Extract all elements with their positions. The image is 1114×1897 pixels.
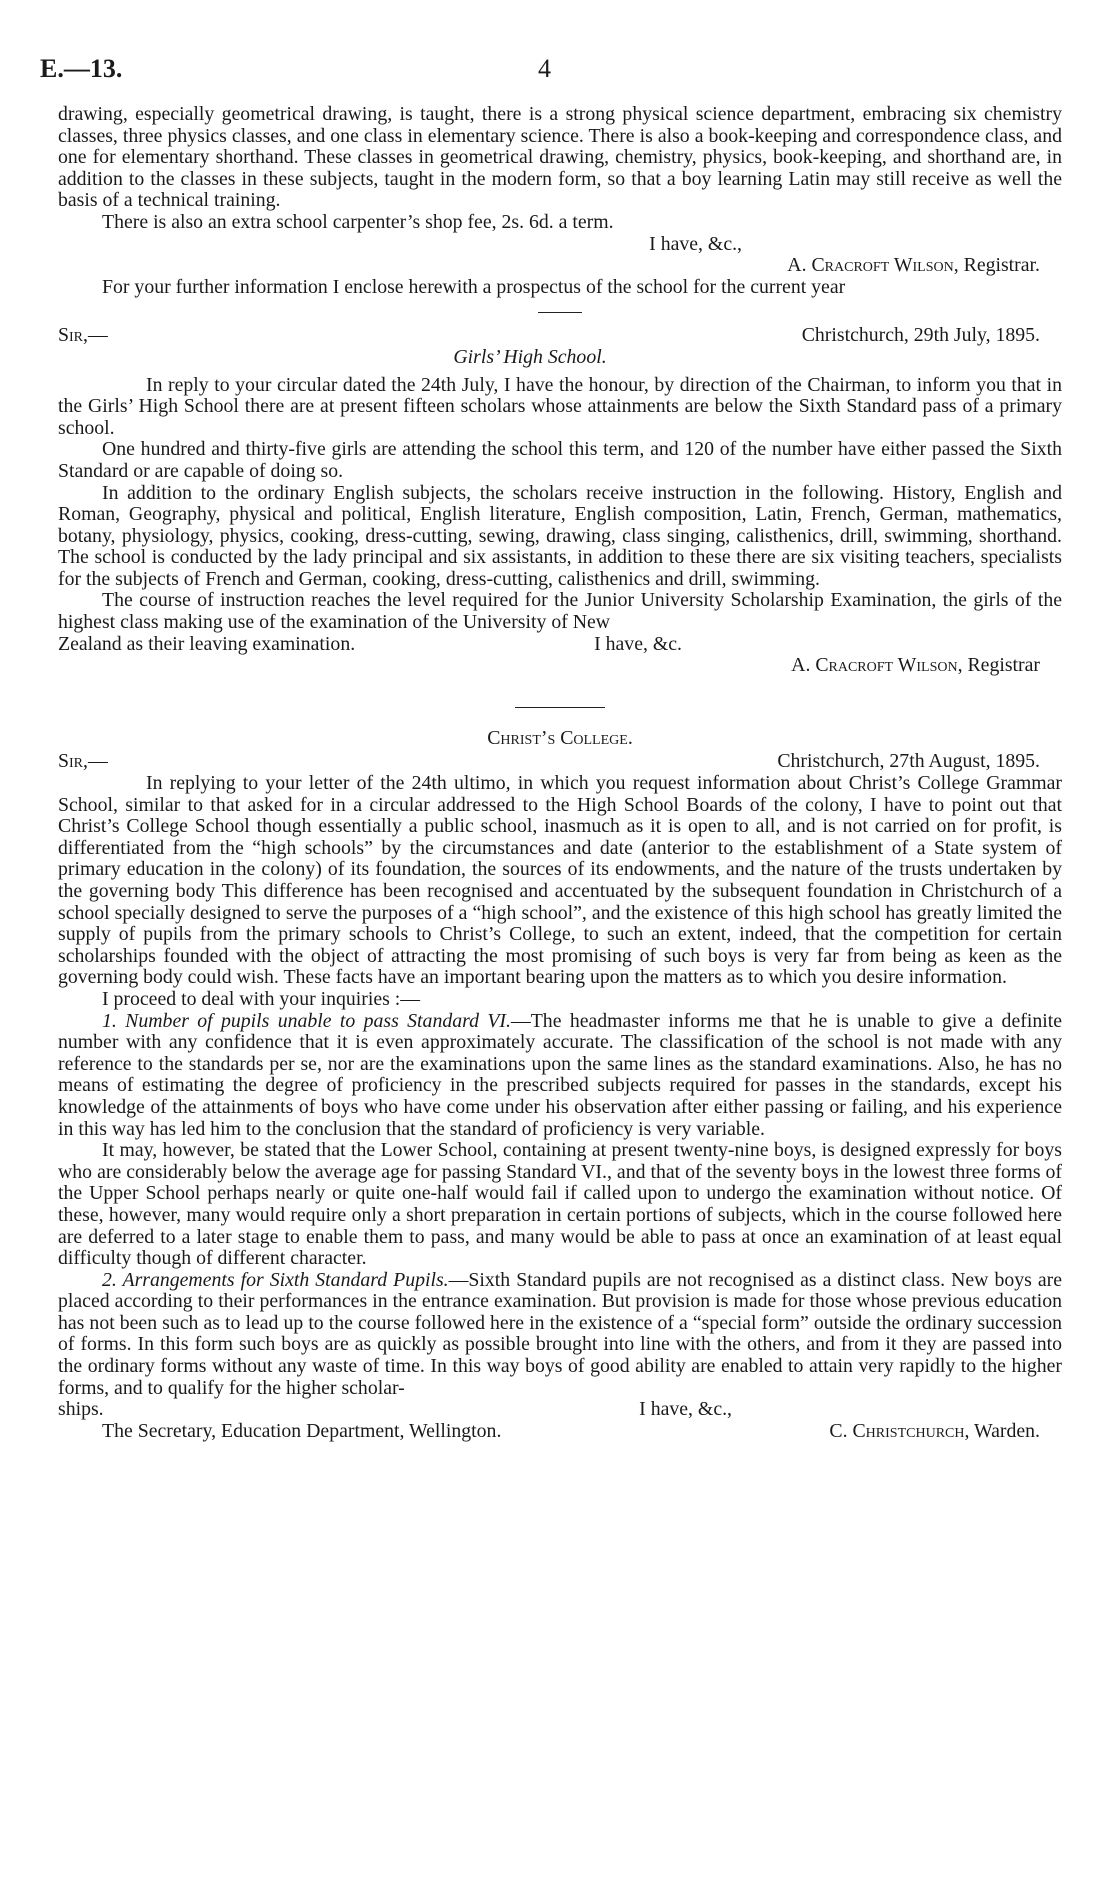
closing: I have, &c., (649, 232, 742, 255)
paragraph (58, 1011, 1062, 1141)
signature (829, 1421, 1062, 1443)
paragraph: It may, however, be stated that the Lower School, containing at present twenty-nine boys, is designed expressly for boys who are considerably below the average age for passing Standard VI., and that of the seventy boys in the lowest three forms of the Upper School perhaps nearly or quite one-half would fail if called upon to undergo the examination without notice. Of these, however, many would require only a short preparation in certain portions of subjects, which in the course followed here are deferred to a later stage to enable them to pass, and many would be able to pass at once an examination of at least equal difficulty though of different character. (58, 1139, 1062, 1270)
document-code: E.—13. (40, 54, 123, 83)
closing-row (58, 1399, 1062, 1421)
closing: I have, &c., (639, 1398, 732, 1421)
letter-girls-high-school (58, 325, 1062, 677)
signature-name: A. Cracroft Wilson, (787, 254, 959, 277)
postscript: For your further information I enclose herewith a prospectus of the school for the current year (102, 275, 846, 298)
paragraph-end: ships. (58, 1398, 104, 1421)
signature-title: Warden. (974, 1419, 1040, 1442)
signature-title: Registrar. (963, 254, 1040, 277)
divider (515, 707, 605, 708)
dateline: Christchurch, 29th July, 1895. (801, 324, 1040, 347)
item-text: —Sixth Standard pupils are not recognised as a distinct class. New boys are placed according to their performances in the entrance examination. But provision is made for those whose previous education has not been such as to lead up to the course followed here in the existence of a “special form” outside the ordinary succession of forms. In this form such boys are as quickly as possible brought into line with the others, and from it they are passed into the ordinary forms without any waste of time. In this way boys of good ability are enabled to attain very rapidly to the higher forms, and to qualify for the higher scholar- (58, 1268, 1063, 1399)
divider (538, 312, 582, 313)
salutation: Sir,— (58, 750, 108, 773)
item-heading: 1. Number of pupils unable to pass Standard VI. (102, 1009, 511, 1032)
letter-boys-high-school-end (58, 104, 1062, 298)
paragraph (58, 1270, 1062, 1400)
running-head (40, 54, 1062, 88)
signature (58, 255, 1062, 277)
signature-name: C. Christchurch, (829, 1419, 970, 1442)
paragraph: In addition to the ordinary English subjects, the scholars receive instruction in the following. History, English and Roman, Geography, physical and political, English literature, English composition, Latin, French, German, mathematics, botany, physiology, physics, cooking, dress-cutting, sewing, drawing, class singing, calisthenics, drill, swimming, shorthand. The school is conducted by the lady principal and six assistants, in addition to these there are six visiting teachers, specialists for the subjects of French and German, cooking, dress-cutting, calisthenics and drill, swimming. (58, 481, 1062, 590)
paragraph: In reply to your circular dated the 24th July, I have the honour, by direction of the Chairman, to inform you that in the Girls’ High School there are at present fifteen scholars whose attainments are below the Sixth Standard pass of a primary school. (58, 373, 1062, 439)
salutation-row (58, 751, 1062, 773)
salutation: Sir,— (58, 324, 108, 347)
page-number: 4 (538, 54, 551, 83)
closing: I have, &c. (594, 632, 682, 655)
dateline: Christchurch, 27th August, 1895. (777, 750, 1040, 773)
letter-heading: Christ’s College. (487, 726, 633, 749)
letter-heading: Girls’ High School. (453, 345, 607, 368)
paragraph-end: Zealand as their leaving examination. (58, 632, 356, 655)
addressee: The Secretary, Education Department, Wellington. (102, 1419, 502, 1442)
paragraph: One hundred and thirty-five girls are attending the school this term, and 120 of the number have either passed the Sixth Standard or are capable of doing so. (58, 438, 1062, 482)
signature-title: Registrar (967, 654, 1040, 677)
salutation-row (58, 325, 1062, 347)
paragraph: drawing, especially geometrical drawing, is taught, there is a strong physical science department, embracing six chemistry classes, three physics classes, and one class in elementary science. There is also a book-keeping and correspondence class, and one for elementary shorthand. These classes in geometrical drawing, chemistry, physics, book-keeping, and shorthand are, in addition to the classes in these subjects, taught in the modern form, so that a boy learning Latin may still receive as well the basis of a technical training. (58, 103, 1062, 212)
paragraph: The course of instruction reaches the level required for the Junior University Scholarship Examination, the girls of the highest class making use of the examination of the University of New (58, 589, 1062, 634)
paragraph: In replying to your letter of the 24th ultimo, in which you request information about Christ’s College Grammar School, similar to that asked for in a circular addressed to the High School Boards of the colony, I have to point out that Christ’s College School though essentially a public school, inasmuch as it is open to all, and is not carried on for profit, is differentiated from the “high schools” by the circumstances and date (anterior to the establishment of a State system of primary education in the colony) of its foundation, the sources of its endowments, and the nature of the trusts undertaken by the governing body This difference has been recognised and accentuated by the subsequent foundation in Christchurch of a school specially designed to serve the purposes of a “high school”, and the existence of this high school has greatly limited the supply of pupils from the primary schools to Christ’s College, to such an extent, indeed, that the competition for certain scholarships founded with the object of attracting the most promising of such boys is very far from being as keen as the governing body could wish. These facts have an important bearing upon the matters as to which you desire information. (58, 772, 1062, 989)
signature (58, 655, 1062, 677)
letter-christs-college (58, 728, 1062, 1443)
item-text: —The headmaster informs me that he is unable to give a definite number with any confidence that it is even approximately accurate. The classification of the school is not made with any reference to the standards per se, nor are the examinations upon the same lines as the standard examinations. Also, he has no means of estimating the degree of proficiency in the prescribed subjects required for passes in the standards, except his knowledge of the attainments of boys who have come under his observation after either passing or failing, and his experience in this way has led him to the conclusion that the standard of proficiency is very variable. (58, 1009, 1062, 1140)
addressee-row (58, 1421, 1062, 1443)
paragraph: I proceed to deal with your inquiries :— (102, 987, 421, 1010)
page-content (58, 104, 1062, 1442)
signature-name: A. Cracroft Wilson, (791, 654, 963, 677)
item-heading: 2. Arrangements for Sixth Standard Pupils. (102, 1268, 449, 1291)
paragraph: There is also an extra school carpenter’s shop fee, 2s. 6d. a term. (102, 210, 614, 233)
closing-row (58, 634, 1062, 656)
